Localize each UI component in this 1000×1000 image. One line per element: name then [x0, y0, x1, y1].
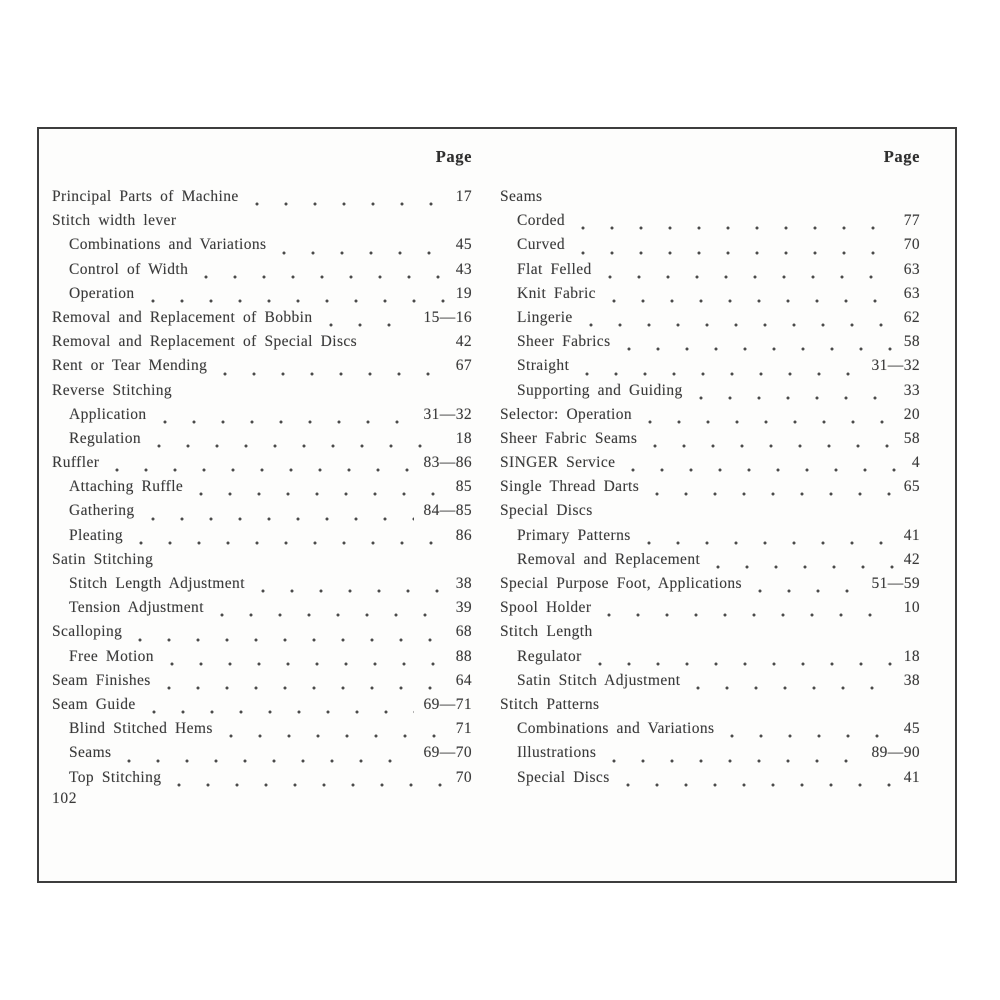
dot-leader	[646, 430, 893, 454]
dot-leader	[641, 406, 894, 430]
dot-leader	[600, 599, 893, 623]
toc-entry-label: Supporting and Guiding	[517, 381, 683, 399]
toc-entry-label: Primary Patterns	[517, 526, 631, 544]
toc-entry	[500, 382, 920, 406]
toc-entry-page: 18	[455, 429, 472, 447]
page-column-header: Page	[883, 147, 920, 166]
toc-entry-label: Spool Holder	[500, 599, 592, 617]
toc-entry-label: Curved	[517, 236, 566, 254]
toc-entry	[52, 236, 472, 260]
toc-entry	[500, 551, 920, 575]
dot-leader	[197, 261, 445, 285]
dot-leader	[192, 478, 445, 502]
folio-page-number: 102	[52, 790, 78, 807]
toc-entry-label: Corded	[517, 212, 566, 230]
dot-leader	[144, 502, 414, 526]
toc-entry-label: Regulation	[69, 429, 142, 447]
toc-entry-page: 83—86	[423, 454, 472, 472]
toc-entry-label: Seam Guide	[52, 695, 136, 713]
toc-entry-label: Stitch Length	[500, 623, 593, 641]
toc-entry-page: 43	[455, 260, 472, 278]
toc-entry-label: Application	[69, 405, 147, 423]
toc-entry	[52, 744, 472, 768]
dot-leader	[213, 599, 446, 623]
toc-entry-page: 58	[903, 429, 920, 447]
toc-entry-page: 84—85	[423, 502, 472, 520]
toc-entry-page: 68	[455, 623, 472, 641]
dot-leader	[185, 212, 462, 236]
dot-leader	[170, 769, 445, 793]
dot-leader	[591, 648, 894, 672]
dot-leader	[578, 357, 861, 381]
toc-entry-page: 33	[903, 381, 920, 399]
toc-entry-label: Attaching Ruffle	[69, 478, 184, 496]
toc-entry	[52, 551, 472, 575]
toc-entry	[500, 672, 920, 696]
dot-leader	[602, 502, 910, 526]
dot-leader	[131, 623, 445, 647]
dot-leader	[605, 744, 861, 768]
dot-leader	[108, 454, 413, 478]
toc-entry-label: Reverse Stitching	[52, 381, 173, 399]
dot-leader	[160, 672, 446, 696]
toc-entry-label: Operation	[69, 284, 135, 302]
toc-entry-page: 88	[455, 647, 472, 665]
toc-entry-page: 18	[903, 647, 920, 665]
toc-entry	[52, 188, 472, 212]
dot-leader	[608, 696, 910, 720]
toc-entry	[52, 720, 472, 744]
toc-entry-page: 51—59	[871, 575, 920, 592]
toc-entry-label: Flat Felled	[517, 260, 592, 278]
dot-leader	[156, 406, 414, 430]
toc-entry-page: 67	[455, 357, 472, 375]
toc-entry	[52, 623, 472, 647]
toc-entry-label: Rent or Tear Mending	[52, 357, 208, 375]
dot-leader	[248, 188, 446, 212]
toc-entry-page: 17	[455, 188, 472, 205]
toc-entry	[52, 502, 472, 526]
toc-entry-label: Special Purpose Foot, Applications	[500, 575, 742, 592]
toc-entry-page: 42	[903, 550, 920, 568]
toc-entry-label: Control of Width	[69, 260, 189, 278]
toc-entry	[52, 696, 472, 720]
toc-entry-label: Ruffler	[52, 454, 100, 472]
toc-entry	[500, 309, 920, 333]
toc-entry-label: SINGER Service	[500, 454, 616, 472]
toc-entry	[500, 527, 920, 551]
toc-column-right	[500, 147, 920, 793]
book-page	[37, 127, 957, 883]
dot-leader	[551, 188, 910, 212]
toc-entry-label: Illustrations	[517, 744, 597, 762]
toc-entry	[52, 406, 472, 430]
toc-entry	[500, 575, 920, 599]
dot-leader	[150, 430, 446, 454]
toc-entry-page: 10	[903, 599, 920, 617]
toc-entry	[500, 744, 920, 768]
toc-entry-page: 71	[455, 720, 472, 738]
toc-entry	[52, 357, 472, 381]
dot-leader	[640, 527, 894, 551]
dot-leader	[574, 236, 894, 260]
toc-entry-page: 15—16	[423, 308, 472, 326]
toc-entry-page: 70	[903, 236, 920, 254]
toc-entry	[52, 212, 472, 236]
toc-entry	[52, 285, 472, 309]
toc-entry-page: 42	[455, 333, 472, 351]
toc-entry-label: Stitch width lever	[52, 212, 177, 230]
toc-entry-label: Special Discs	[500, 502, 593, 520]
toc-entry	[500, 333, 920, 357]
toc-entry	[52, 599, 472, 623]
toc-entry-page: 41	[903, 526, 920, 544]
dot-leader	[132, 527, 446, 551]
toc-entry-label: Satin Stitch Adjustment	[517, 671, 681, 689]
toc-entry	[500, 502, 920, 526]
toc-entry-label: Regulator	[517, 647, 582, 665]
toc-entry-page: 64	[455, 671, 472, 689]
toc-entry-label: Blind Stitched Hems	[69, 720, 213, 738]
toc-entry-page: 39	[455, 599, 472, 617]
toc-entry	[500, 648, 920, 672]
toc-entry-label: Satin Stitching	[52, 550, 154, 568]
toc-entry-label: Lingerie	[517, 308, 573, 326]
dot-leader	[254, 575, 446, 599]
toc-entry	[52, 648, 472, 672]
toc-entries-right	[500, 188, 920, 793]
toc-entry-page: 69—70	[423, 744, 472, 762]
toc-entry	[500, 599, 920, 623]
toc-entry-page: 63	[903, 260, 920, 278]
toc-column-left	[52, 147, 472, 793]
dot-leader	[322, 309, 414, 333]
toc-entry-label: Selector: Operation	[500, 405, 633, 423]
toc-entry-label: Removal and Replacement of Special Discs	[52, 333, 358, 351]
toc-entry-page: 41	[903, 768, 920, 786]
toc-entry	[500, 454, 920, 478]
toc-entry-label: Combinations and Variations	[517, 720, 715, 738]
toc-entry-label: Principal Parts of Machine	[52, 188, 239, 205]
toc-entry-page: 38	[455, 575, 472, 592]
toc-entry-page: 31—32	[423, 405, 472, 423]
dot-leader	[275, 236, 445, 260]
toc-entry-label: Single Thread Darts	[500, 478, 640, 496]
toc-entry-label: Removal and Replacement	[517, 550, 701, 568]
dot-leader	[605, 285, 894, 309]
toc-entry	[52, 454, 472, 478]
toc-entry-label: Gathering	[69, 502, 135, 520]
toc-entry-label: Top Stitching	[69, 768, 162, 786]
toc-entry	[52, 769, 472, 793]
toc-entry-page: 19	[455, 284, 472, 302]
toc-entry-page: 85	[455, 478, 472, 496]
toc-entry-page: 62	[903, 308, 920, 326]
toc-entry-label: Scalloping	[52, 623, 123, 641]
dot-leader	[222, 720, 446, 744]
toc-entry-page: 89—90	[871, 744, 920, 762]
toc-entry	[52, 527, 472, 551]
dot-leader	[145, 696, 414, 720]
toc-entry	[500, 212, 920, 236]
page-column-header: Page	[435, 147, 472, 166]
toc-entry-label: Straight	[517, 357, 570, 375]
toc-entry	[500, 406, 920, 430]
toc-entry-label: Free Motion	[69, 647, 154, 665]
toc-entry-page: 38	[903, 671, 920, 689]
toc-entry-label: Stitch Length Adjustment	[69, 575, 245, 592]
dot-leader	[181, 382, 462, 406]
toc-entry-page: 69—71	[423, 695, 472, 713]
toc-entry-label: Seams	[500, 188, 543, 205]
toc-entry-page: 45	[903, 720, 920, 738]
toc-entry-page: 31—32	[871, 357, 920, 375]
toc-entry	[500, 430, 920, 454]
dot-leader	[144, 285, 446, 309]
toc-entry-page: 20	[903, 405, 920, 423]
dot-leader	[619, 769, 894, 793]
dot-leader	[574, 212, 894, 236]
toc-entry-label: Pleating	[69, 526, 123, 544]
toc-entry-page: 65	[903, 478, 920, 496]
dot-leader	[120, 744, 413, 768]
toc-entry	[52, 309, 472, 333]
toc-entry	[52, 382, 472, 406]
toc-entry-label: Special Discs	[517, 768, 610, 786]
toc-entry-label: Sheer Fabrics	[517, 333, 611, 351]
toc-entry	[500, 720, 920, 744]
dot-leader	[723, 720, 893, 744]
toc-entry	[500, 478, 920, 502]
toc-entry	[500, 696, 920, 720]
toc-entry	[52, 430, 472, 454]
dot-leader	[601, 261, 894, 285]
toc-entry-page: 63	[903, 284, 920, 302]
toc-entry	[500, 188, 920, 212]
toc-entry-page: 45	[455, 236, 472, 254]
toc-entry-label: Knit Fabric	[517, 284, 596, 302]
dot-leader	[648, 478, 894, 502]
dot-leader	[602, 623, 910, 647]
toc-entry-page: 58	[903, 333, 920, 351]
dot-leader	[163, 648, 446, 672]
toc-entry	[52, 478, 472, 502]
toc-entry-page: 77	[903, 212, 920, 230]
toc-entry-page: 4	[911, 454, 920, 472]
dot-leader	[162, 551, 462, 575]
toc-entry	[500, 236, 920, 260]
toc-entry-label: Tension Adjustment	[69, 599, 204, 617]
toc-entry	[52, 672, 472, 696]
toc-entry-label: Sheer Fabric Seams	[500, 429, 638, 447]
dot-leader	[709, 551, 893, 575]
dot-leader	[692, 382, 894, 406]
toc-entry-label: Seam Finishes	[52, 671, 151, 689]
toc-entry	[500, 357, 920, 381]
toc-entry	[52, 261, 472, 285]
dot-leader	[751, 575, 862, 599]
toc-entry	[52, 575, 472, 599]
toc-entry	[52, 333, 472, 357]
toc-entry	[500, 285, 920, 309]
toc-entries-left	[52, 188, 472, 793]
dot-leader	[582, 309, 894, 333]
toc-entry-label: Combinations and Variations	[69, 236, 267, 254]
dot-leader	[620, 333, 894, 357]
toc-entry-page: 70	[455, 768, 472, 786]
dot-leader	[624, 454, 901, 478]
toc-entry-label: Removal and Replacement of Bobbin	[52, 308, 313, 326]
toc-entry-label: Stitch Patterns	[500, 695, 600, 713]
toc-entry	[500, 623, 920, 647]
dot-leader	[366, 333, 446, 357]
toc-entry	[500, 261, 920, 285]
dot-leader	[689, 672, 893, 696]
toc-entry-label: Seams	[69, 744, 112, 762]
toc-entry	[500, 769, 920, 793]
dot-leader	[216, 357, 445, 381]
toc-entry-page: 86	[455, 526, 472, 544]
